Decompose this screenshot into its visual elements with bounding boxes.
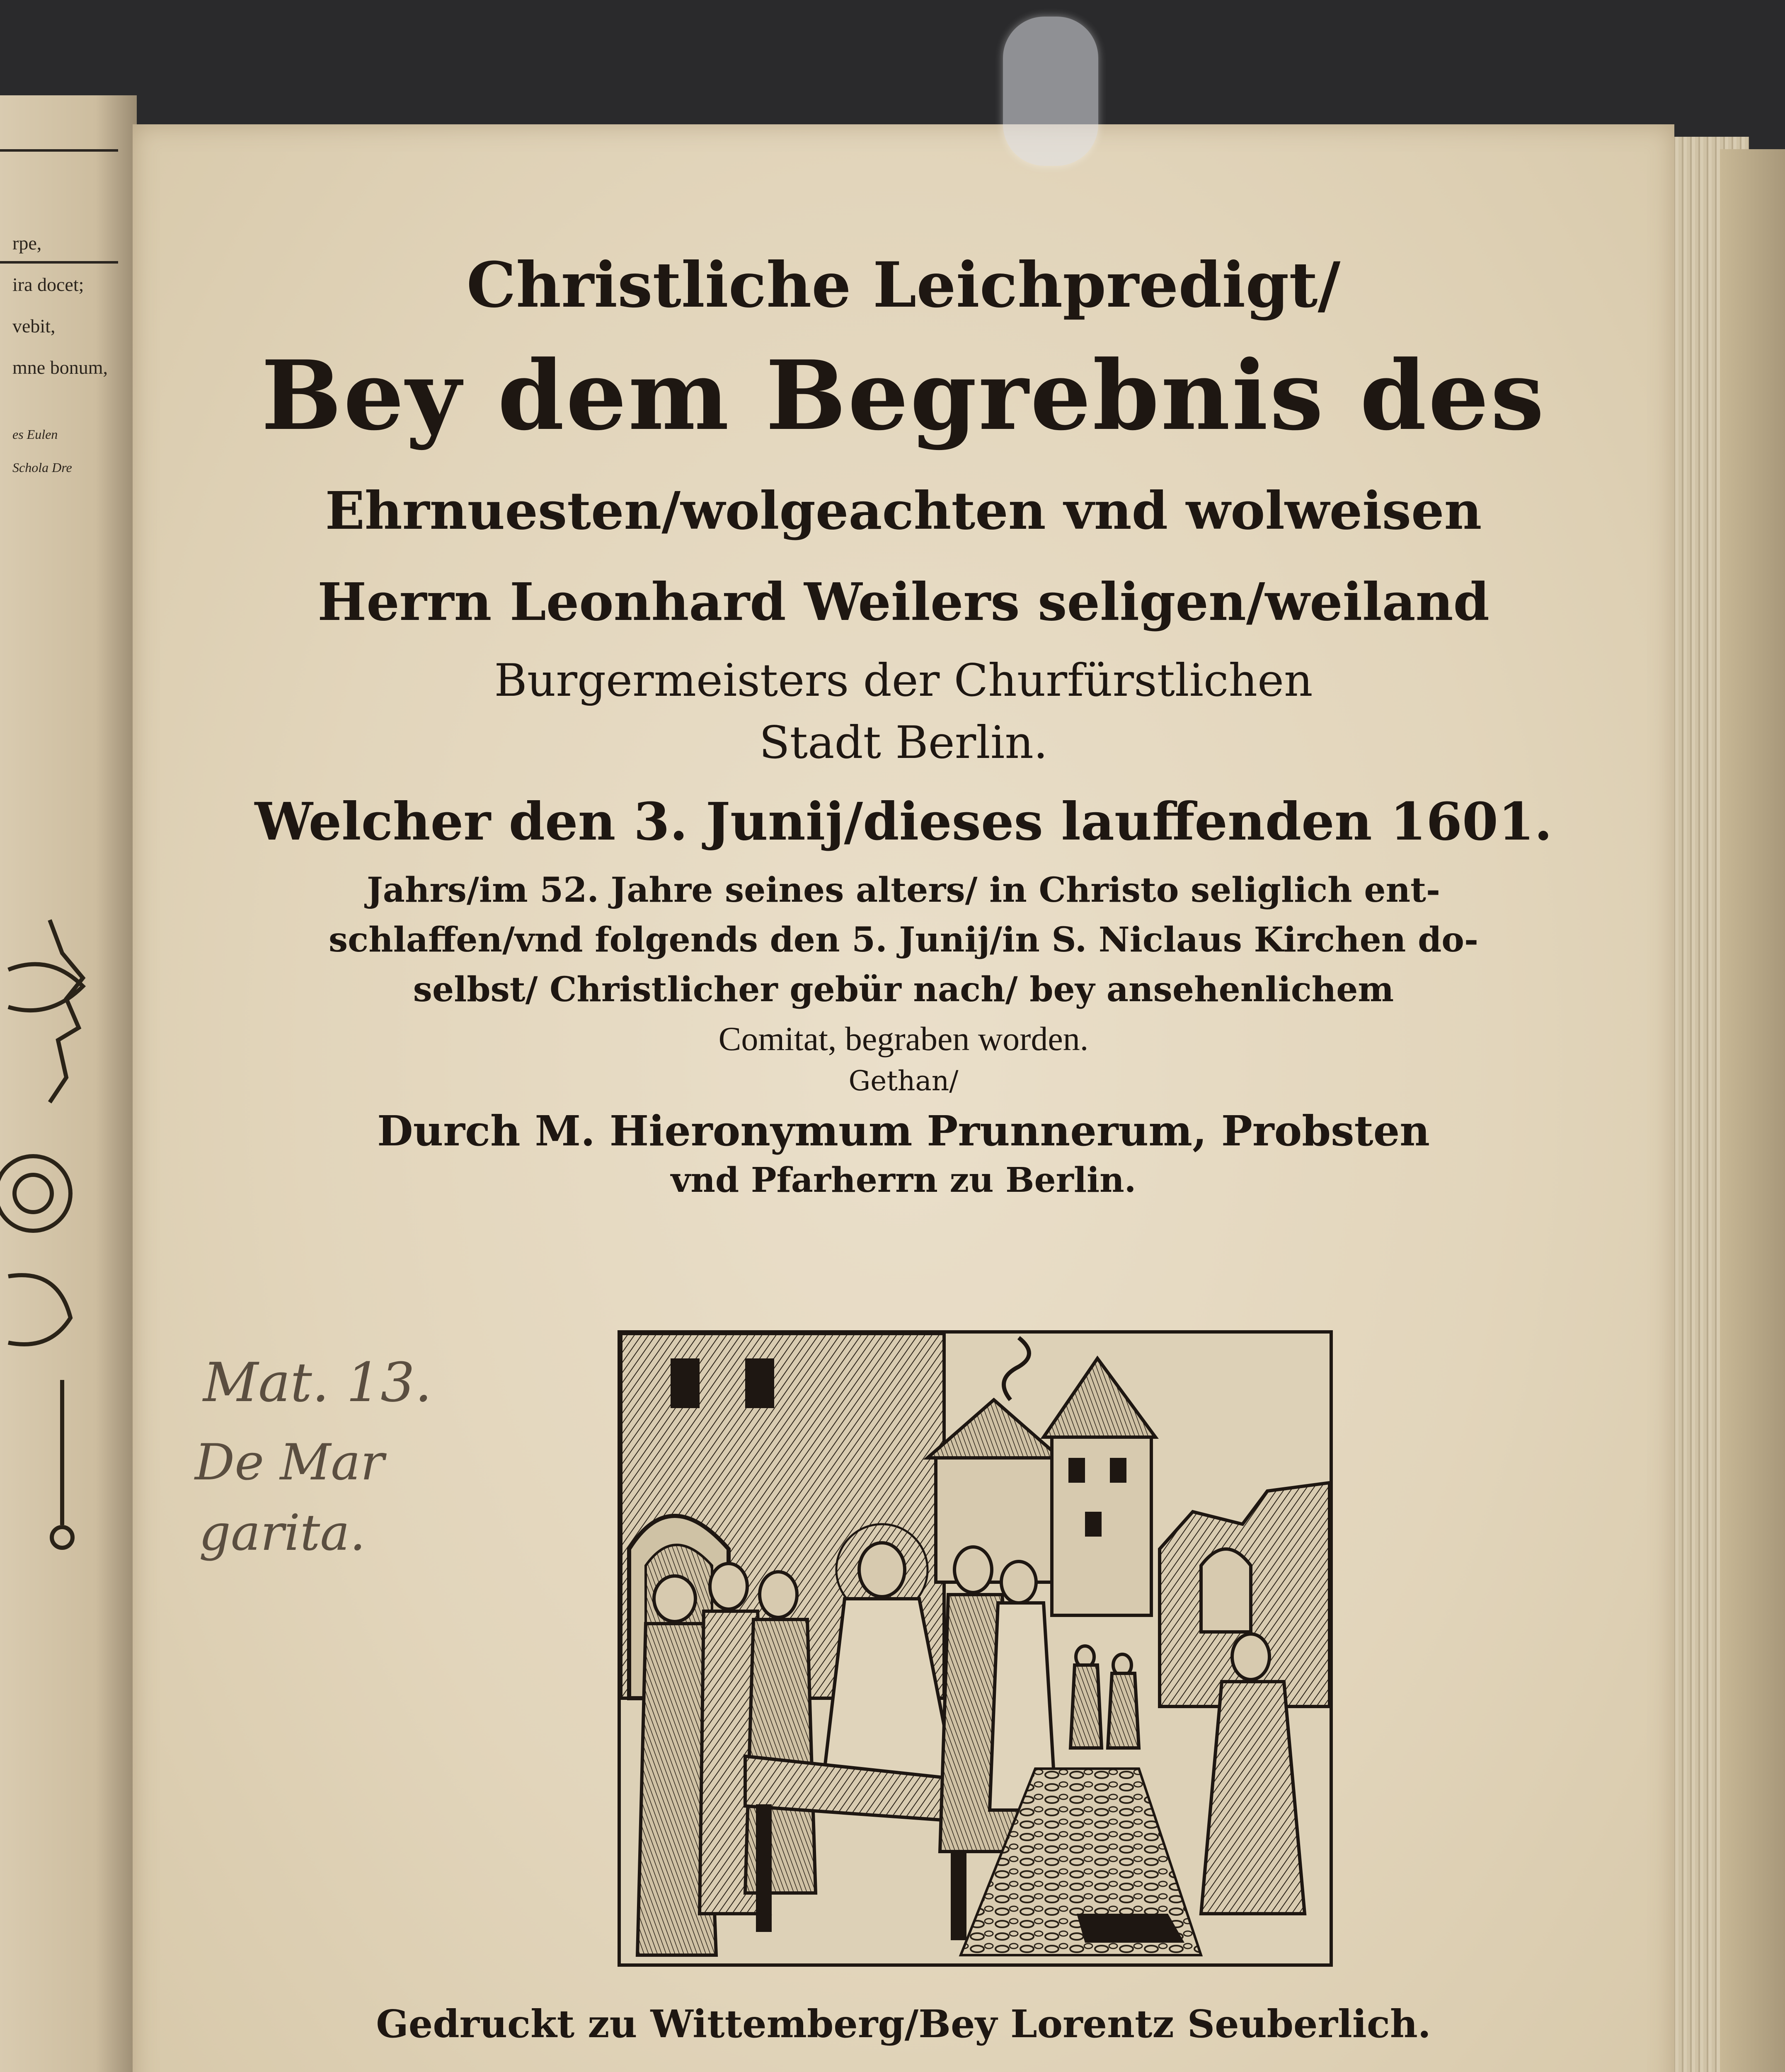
title-line: Christliche Leichpredigt/ (466, 249, 1341, 322)
title-line: Jahrs/im 52. Jahre seines alters/ in Christo seliglich ent- (366, 870, 1441, 910)
marginal-note: Mat. 13. (203, 1351, 432, 1414)
left-page-fragment: ira docet; (12, 274, 84, 295)
left-page-rule (0, 261, 118, 264)
woodcut-illustration (618, 1330, 1333, 1967)
left-page (0, 95, 137, 2072)
author-line: Durch M. Hieronymum Prunnerum, Probsten (377, 1106, 1430, 1155)
title-line: Ehrnuesten/wolgeachten vnd wolweisen (325, 481, 1482, 541)
left-page-fragment: Schola Dre (12, 460, 72, 475)
marginal-note: garita. (199, 1504, 366, 1562)
title-line: selbst/ Christlicher gebür nach/ bey ansehenlichem (413, 970, 1394, 1009)
marginal-note: De Mar (195, 1434, 385, 1491)
title-line: Gethan/ (848, 1065, 959, 1097)
imprint-line: Gedruckt zu Wittemberg/Bey Lorentz Seuberlich. (376, 2002, 1431, 2046)
title-line: Comitat, begraben worden. (718, 1020, 1089, 1058)
title-line: Welcher den 3. Junij/dieses lauffenden 1601. (254, 792, 1552, 852)
left-page-fragment: es Eulen (12, 427, 58, 442)
title-line: Burgermeisters der Churfürstlichen (494, 655, 1313, 707)
left-page-fragment: rpe, (12, 232, 42, 254)
title-line: schlaffen/vnd folgends den 5. Junij/in S. Niclaus Kirchen do- (328, 920, 1479, 960)
title-page (133, 124, 1674, 2072)
title-line: vnd Pfarherrn zu Berlin. (671, 1160, 1136, 1200)
left-page-fragment: vebit, (12, 315, 56, 336)
book-cover-edge (1720, 149, 1785, 2072)
title-line: Stadt Berlin. (759, 717, 1048, 769)
left-page-fragment: mne bonum, (12, 357, 108, 378)
left-page-ornament (0, 903, 124, 1649)
title-line: Bey dem Begrebnis des (261, 340, 1546, 452)
title-line: Herrn Leonhard Weilers seligen/weiland (317, 572, 1490, 632)
left-page-rule (0, 149, 118, 152)
page-clip-top (1003, 17, 1098, 166)
